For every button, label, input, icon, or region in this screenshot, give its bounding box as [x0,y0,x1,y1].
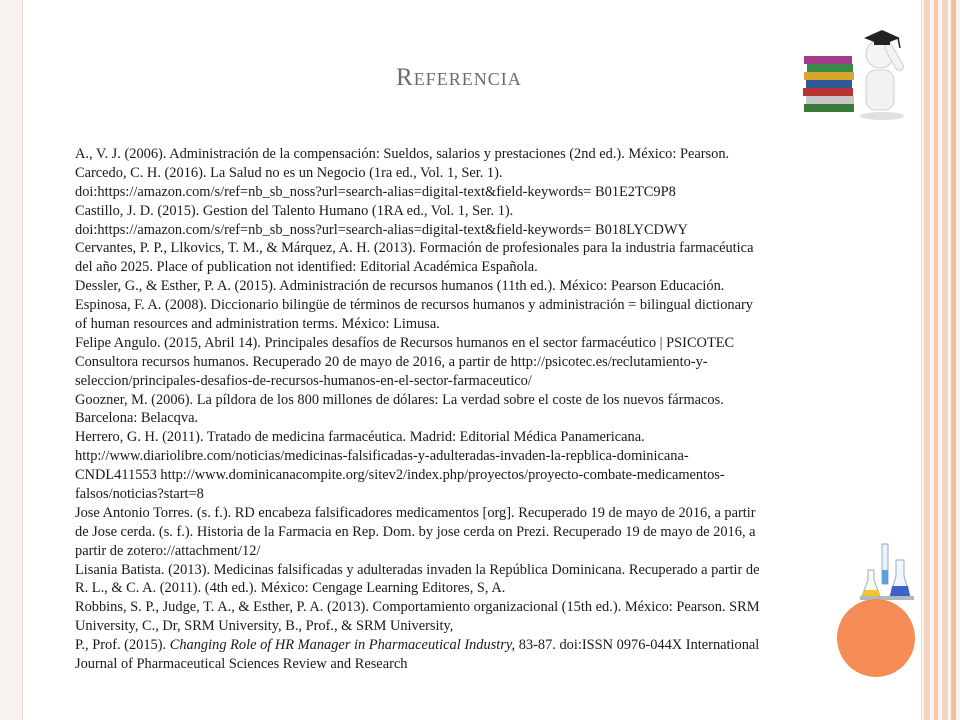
lab-flasks-icon [860,540,916,602]
reference-line: University, C., Dr, SRM University, B., Prof., & SRM University, [75,618,454,635]
reference-line: Goozner, M. (2006). La píldora de los 800 millones de dólares: La verdad sobre el coste de los nuevos fármacos. [75,391,724,408]
reference-line: doi:https://amazon.com/s/ref=nb_sb_noss?url=search-alias=digital-text&field-keywords= B018LYCDWY [75,221,688,238]
reference-line: of human resources and administration terms. México: Limusa. [75,316,440,333]
graduate-with-books-icon [800,12,920,122]
side-stripe [951,0,956,720]
reference-line: CNDL411553 http://www.dominicanacompite.org/sitev2/index.php/proyectos/proyecto-combate-medicamentos- [75,467,725,484]
reference-line: Cervantes, P. P., Llkovics, T. M., & Márquez, A. H. (2013). Formación de profesionales para la industria farmacéutica [75,240,754,257]
reference-line: Herrero, G. H. (2011). Tratado de medicina farmacéutica. Madrid: Editorial Médica Panamericana. [75,429,645,446]
reference-italic-title: Changing Role of HR Manager in Pharmaceutical Industry, [169,637,516,654]
side-stripe [934,0,938,720]
reference-line: del año 2025. Place of publication not identified: Editorial Académica Española. [75,259,538,276]
accent-circle [837,599,915,677]
reference-prefix: P., Prof. (2015). [75,637,170,654]
reference-line: Espinosa, F. A. (2008). Diccionario bilingüe de términos de recursos humanos y administración = bilingual dictionary [75,297,753,314]
reference-line [75,636,855,655]
reference-line: doi:https://amazon.com/s/ref=nb_sb_noss?url=search-alias=digital-text&field-keywords= B01E2TC9P8 [75,183,676,200]
reference-line: Consultora recursos humanos. Recuperado 20 de mayo de 2016, a partir de http://psicotec.es/reclutamiento-y- [75,353,708,370]
reference-line: R. L., & C. A. (2011). (4th ed.). México: Cengage Learning Editores, S, A. [75,580,506,597]
slide-title: REFERENCIA [396,64,522,91]
side-stripe [924,0,930,720]
reference-line: partir de zotero://attachment/12/ [75,542,261,559]
reference-line: A., V. J. (2006). Administración de la compensación: Sueldos, salarios y prestaciones (2nd ed.). México: Pearson. [75,146,730,162]
reference-line: Lisania Batista. (2013). Medicinas falsificadas y adulteradas invaden la República Dominicana. Recuperado a partir de [75,561,760,578]
reference-list [75,145,855,674]
reference-line: Robbins, S. P., Judge, T. A., & Esther, P. A. (2013). Comportamiento organizacional (15th ed.). México: Pearson. SRM [75,599,760,616]
reference-line: de Jose cerda. (s. f.). Historia de la Farmacia en Rep. Dom. by jose cerda on Prezi. Recuperado 19 de mayo de 2016, a [75,523,756,540]
reference-line: Felipe Angulo. (2015, Abril 14). Principales desafíos de Recursos humanos en el sector farmacéutico | PSICOTEC [75,334,735,351]
reference-line: Carcedo, C. H. (2016). La Salud no es un Negocio (1ra ed., Vol. 1, Ser. 1). [75,164,503,181]
side-stripe [942,0,948,720]
reference-line: http://www.diariolibre.com/noticias/medicinas-falsificadas-y-adulteradas-invaden-la-repblica-dominicana- [75,448,689,465]
reference-line: falsos/noticias?start=8 [75,486,204,503]
reference-line: Barcelona: Belacqva. [75,410,199,427]
reference-line: Dessler, G., & Esther, P. A. (2015). Administración de recursos humanos (11th ed.). México: Pearson Educación. [75,278,725,295]
reference-line: seleccion/principales-desafios-de-recursos-humanos-en-el-sector-farmaceutico/ [75,372,532,389]
reference-line: Castillo, J. D. (2015). Gestion del Talento Humano (1RA ed., Vol. 1, Ser. 1). [75,202,514,219]
reference-line: Jose Antonio Torres. (s. f.). RD encabeza falsificadores medicamentos [org]. Recuperado 19 de mayo de 2016, a partir [75,504,756,521]
reference-suffix: 83-87. doi:ISSN 0976-044X International [515,637,760,654]
reference-line: Journal of Pharmaceutical Sciences Review and Research [75,656,408,673]
